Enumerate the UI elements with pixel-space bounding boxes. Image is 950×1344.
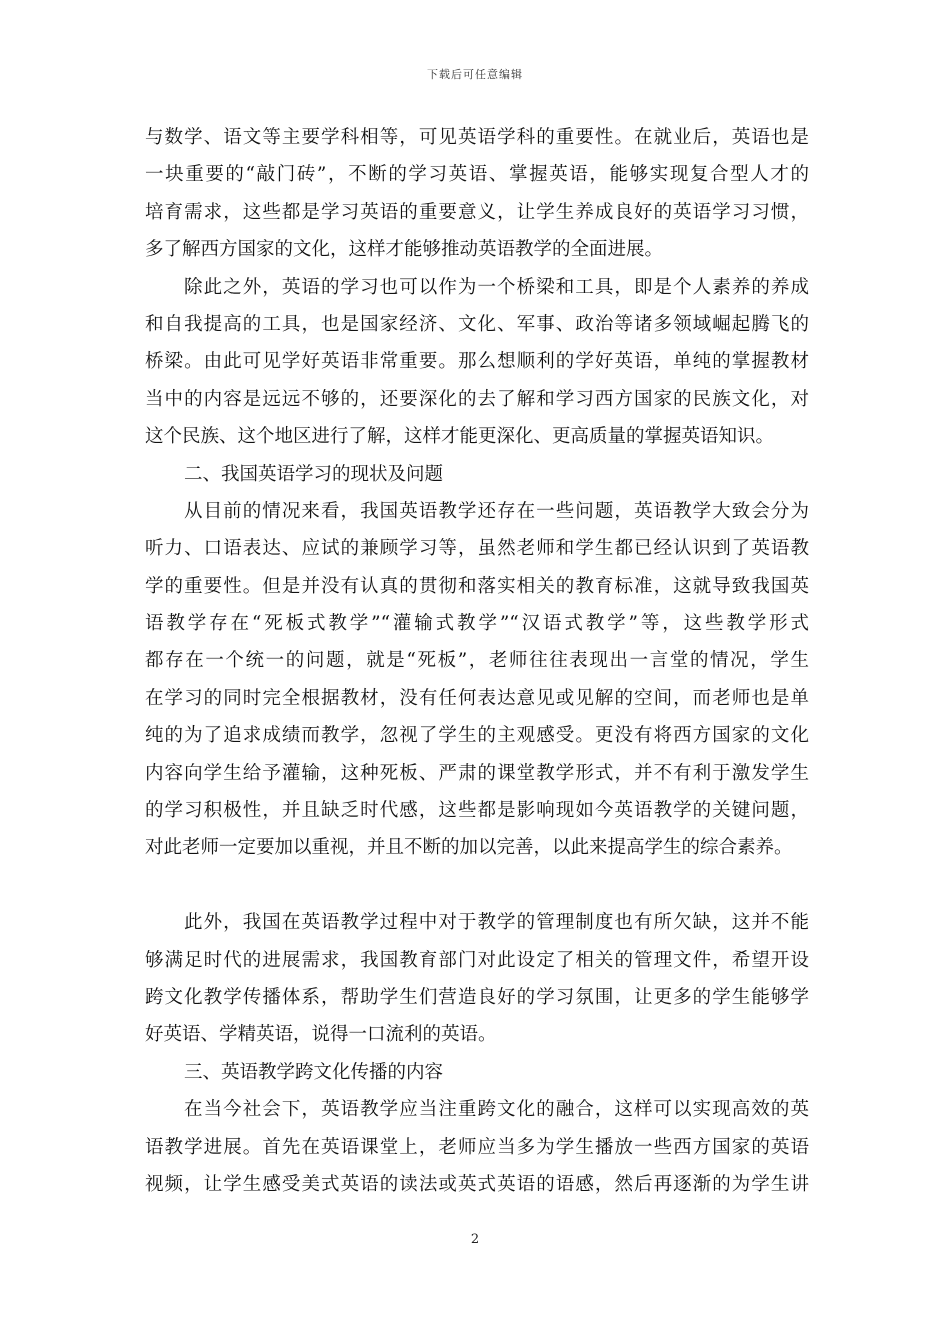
text-line: 多了解西方国家的文化，这样才能够推动英语教学的全面进展。 — [145, 239, 664, 261]
paragraph-4 — [145, 904, 809, 1054]
text-line: 跨文化教学传播体系，帮助学生们营造良好的学习氛围，让更多的学生能够学 — [145, 986, 809, 1008]
text-line: 够满足时代的进展需求，我国教育部门对此设定了相关的管理文件，希望开设 — [145, 949, 809, 971]
paragraph-2 — [145, 269, 809, 456]
text-line: 与数学、语文等主要学科相等，可见英语学科的重要性。在就业后，英语也是 — [145, 127, 809, 148]
text-line: 视频，让学生感受美式英语的读法或英式英语的语感，然后再逐渐的为学生讲 — [145, 1173, 809, 1195]
text-line: 培育需求，这些都是学习英语的重要意义，让学生养成良好的英语学习习惯， — [145, 201, 809, 223]
text-line: 听力、口语表达、应试的兼顾学习等，虽然老师和学生都已经认识到了英语教 — [145, 538, 809, 560]
text-line: 和自我提高的工具，也是国家经济、文化、军事、政治等诸多领域崛起腾飞的 — [145, 313, 809, 335]
text-line: 好英语、学精英语，说得一口流利的英语。 — [145, 1024, 497, 1046]
text-line: 此外，我国在英语教学过程中对于教学的管理制度也有所欠缺，这并不能 — [184, 912, 809, 934]
text-line: 语教学存在“死板式教学”“灌输式教学”“汉语式教学”等，这些教学形式 — [145, 613, 809, 635]
text-line: 从目前的情况来看，我国英语教学还存在一些问题，英语教学大致会分为 — [184, 500, 809, 522]
section-heading-2: 二、我国英语学习的现状及问题 — [184, 463, 444, 485]
page-number: 2 — [470, 1232, 480, 1247]
text-line: 的学习积极性，并且缺乏时代感，这些都是影响现如今英语教学的关键问题， — [145, 800, 809, 822]
text-line: 语教学进展。首先在英语课堂上，老师应当多为学生播放一些西方国家的英语 — [145, 1136, 809, 1158]
text-line: 除此之外，英语的学习也可以作为一个桥梁和工具，即是个人素养的养成 — [184, 276, 809, 298]
paragraph-1 — [145, 119, 809, 269]
text-line: 当中的内容是远远不够的，还要深化的去了解和学习西方国家的民族文化，对 — [145, 388, 809, 410]
document-body — [145, 119, 809, 1203]
text-line: 内容向学生给予灌输，这种死板、严肃的课堂教学形式，并不有利于激发学生 — [145, 762, 809, 784]
text-line: 桥梁。由此可见学好英语非常重要。那么想顺利的学好英语，单纯的掌握教材 — [145, 351, 809, 373]
text-line: 纯的为了追求成绩而教学，忽视了学生的主观感受。更没有将西方国家的文化 — [145, 725, 809, 747]
text-line: 都存在一个统一的问题，就是“死板”，老师往往表现出一言堂的情况，学生 — [145, 650, 809, 672]
text-line: 对此老师一定要加以重视，并且不断的加以完善，以此来提高学生的综合素养。 — [145, 837, 793, 859]
text-line: 在学习的同时完全根据教材，没有任何表达意见或见解的空间，而老师也是单 — [145, 687, 809, 709]
text-line: 在当今社会下，英语教学应当注重跨文化的融合，这样可以实现高效的英 — [184, 1099, 809, 1121]
paragraph-5 — [145, 1091, 809, 1203]
text-line: 学的重要性。但是并没有认真的贯彻和落实相关的教育标准，这就导致我国英 — [145, 575, 809, 597]
blank-line — [145, 867, 809, 904]
section-heading-3: 三、英语教学跨文化传播的内容 — [184, 1061, 444, 1083]
paragraph-3 — [145, 493, 809, 867]
page-header-note: 下载后可任意编辑 — [427, 68, 523, 81]
text-line: 一块重要的“敲门砖”，不断的学习英语、掌握英语，能够实现复合型人才的 — [145, 164, 809, 186]
text-line: 这个民族、这个地区进行了解，这样才能更深化、更高质量的掌握英语知识。 — [145, 426, 775, 448]
